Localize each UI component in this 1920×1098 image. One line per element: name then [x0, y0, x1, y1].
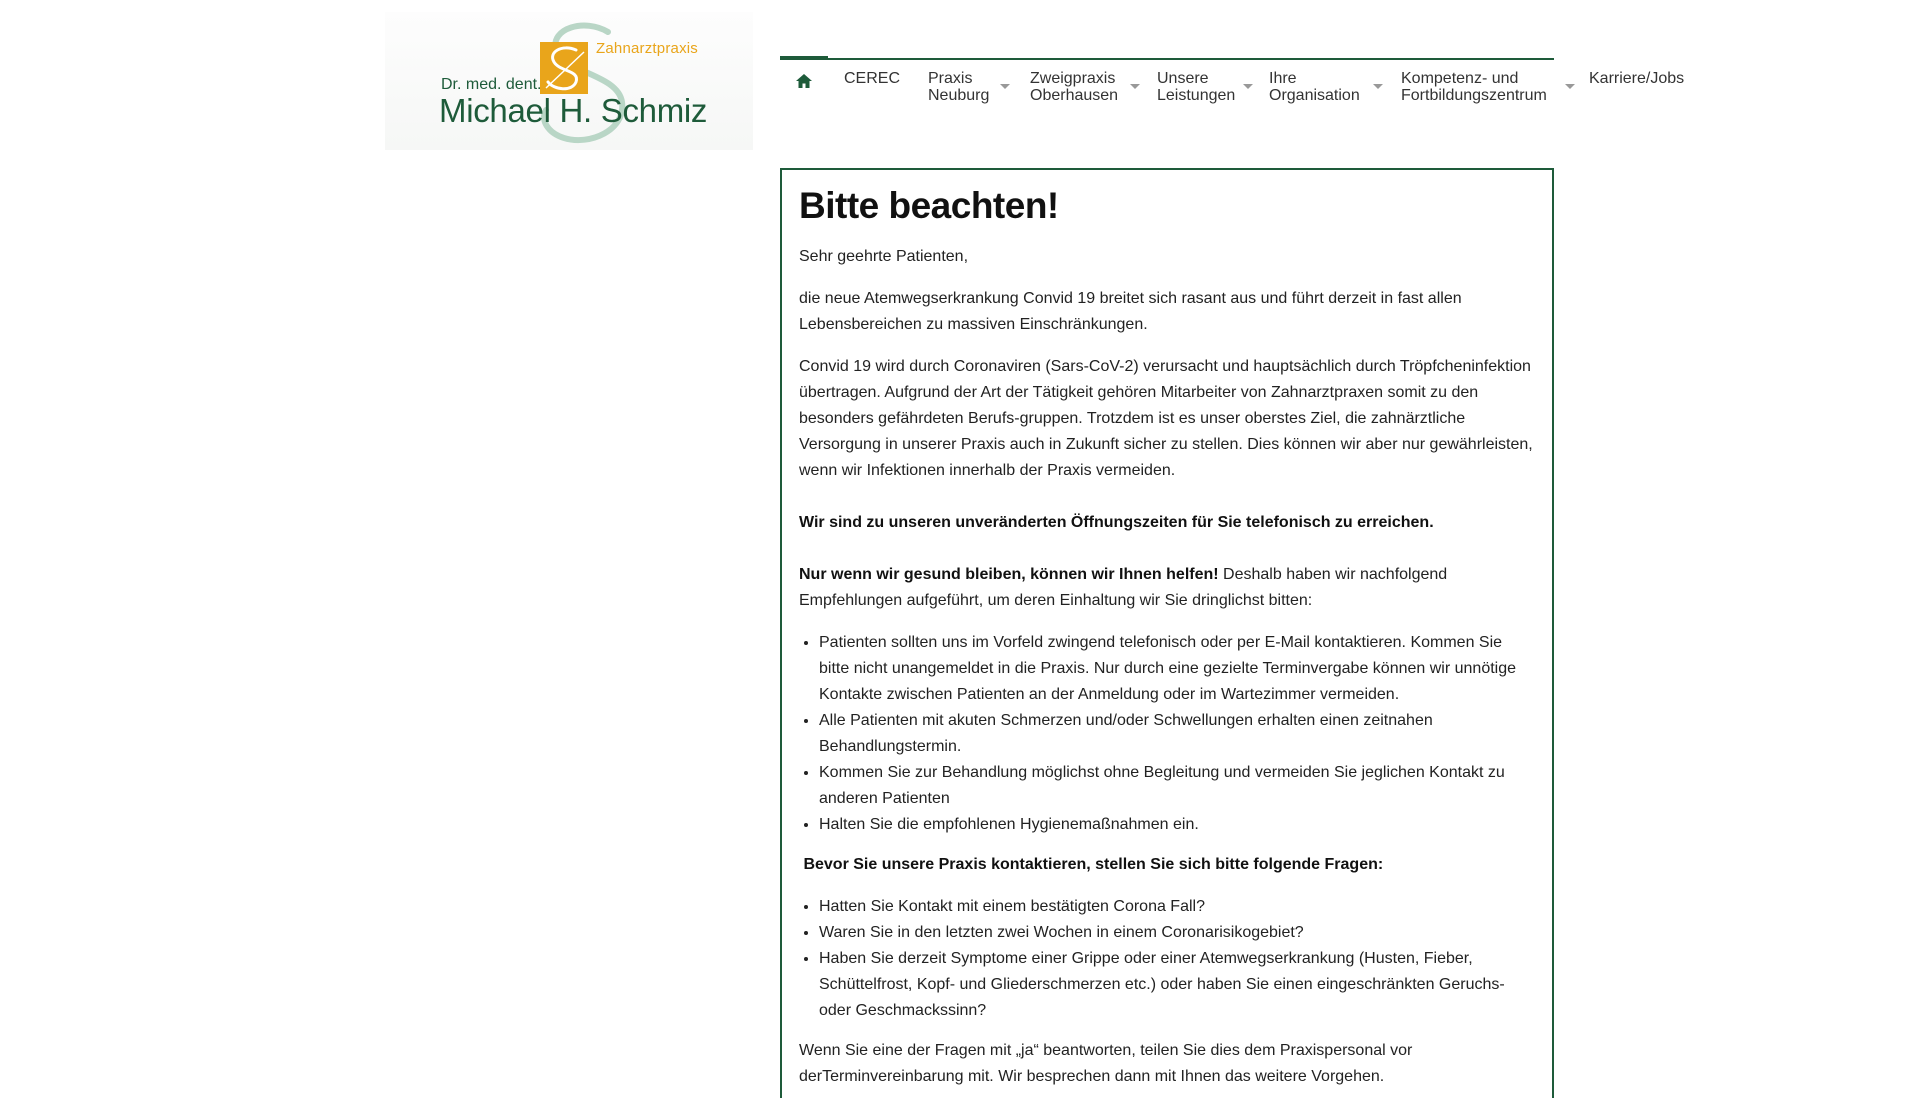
list-item: • Waren Sie in den letzten zwei Wochen in einem Coronarisikogebiet?: [819, 920, 1536, 946]
list-item: • Alle Patienten mit akuten Schmerzen und/oder Schwellungen erhalten einen zeitnahen Behandlungstermin.: [819, 708, 1536, 760]
nav-item-label: Kompetenz- und: [1401, 70, 1519, 87]
notice-paragraph: die neue Atemwegserkrankung Convid 19 breitet sich rasant aus und führt derzeit in fast allen Lebensbereichen zu massiven Einschränkungen.: [799, 290, 1462, 333]
nav-item-label: Fortbildungszentrum: [1401, 87, 1547, 104]
list-item: • Hatten Sie Kontakt mit einem bestätigten Corona Fall?: [819, 894, 1536, 920]
logo-tagline: Zahnarztpraxis: [596, 40, 699, 57]
list-item: • Patienten sollten uns im Vorfeld zwingend telefonisch oder per E-Mail kontaktieren. Kommen Sie bitte nicht unangemeldet in die Praxis. Nur durch eine gezielte Terminvergabe können wir unnötige Kontakte zwischen Patienten an der Anmeldung oder im Wartezimmer vermeiden.: [819, 630, 1536, 708]
notice-box: [780, 168, 1554, 1098]
nav-item-label: Ihre: [1269, 70, 1297, 87]
opening-hours-text: Wir sind zu unseren unveränderten Öffnungszeiten für Sie telefonisch zu erreichen.: [799, 514, 1434, 531]
notice-title: Bitte beachten!: [799, 185, 1059, 226]
logo-mark-icon: [540, 42, 588, 94]
home-icon: [796, 74, 812, 88]
nav-item-ihre-organisation[interactable]: [1269, 70, 1360, 104]
nav-item-praxis-neuburg[interactable]: [928, 70, 989, 104]
nav-item-label: CEREC: [844, 70, 901, 87]
nav-item-karriere-jobs[interactable]: [1589, 70, 1684, 87]
chevron-down-icon[interactable]: [1000, 84, 1010, 89]
questions-heading-text: Bevor Sie unsere Praxis kontaktieren, stellen Sie sich bitte folgende Fragen:: [799, 856, 1384, 873]
questions-list: [799, 894, 1536, 1024]
chevron-down-icon[interactable]: [1130, 84, 1140, 89]
recommendations-list: [799, 630, 1536, 838]
questions-heading: [799, 852, 1536, 878]
site-logo[interactable]: [385, 12, 753, 150]
nav-item-label: Oberhausen: [1030, 87, 1119, 104]
chevron-down-icon[interactable]: [1565, 84, 1575, 89]
recommendations-intro-text: Deshalb haben wir nachfolgend Empfehlungen aufgeführt, um deren Einhaltung wir Sie dringlichst bitten:: [799, 566, 1448, 609]
notice-paragraph: Convid 19 wird durch Coronaviren (Sars-CoV-2) verursacht und hauptsächlich durch Tröpfcheninfektion übertragen. Aufgrund der Art der Tätigkeit gehören Mitarbeiter von Zahnarztpraxen somit zu den besonders gefährdeten Berufs-gruppen. Trotzdem ist es unser oberstes Ziel, die zahnärztliche Versorgung in unserer Praxis auch in Zukunft sicher zu stellen. Dies können wir aber nur gewährleisten, wenn wir Infektionen innerhalb der Praxis vermeiden.: [799, 358, 1533, 479]
nav-item-zweigpraxis-oberhausen[interactable]: [1030, 70, 1118, 104]
nav-home-link[interactable]: [796, 74, 812, 88]
recommendations-intro-bold: Nur wenn wir gesund bleiben, können wir Ihnen helfen!: [799, 566, 1219, 583]
notice-closing: Wenn Sie eine der Fragen mit „ja“ beantworten, teilen Sie dies dem Praxispersonal vor derTerminvereinbarung mit. Wir besprechen dann mit Ihnen das weitere Vorgehen.: [799, 1042, 1413, 1085]
nav-item-label: Zweigpraxis: [1030, 70, 1116, 87]
nav-item-label: Neuburg: [928, 87, 990, 104]
notice-greeting: Sehr geehrte Patienten,: [799, 248, 969, 265]
nav-item-label: Unsere: [1157, 70, 1209, 87]
logo-name: Michael H. Schmiz: [439, 92, 708, 129]
logo-prefix: Dr. med. dent.: [441, 76, 542, 93]
list-item: • Halten Sie die empfohlenen Hygienemaßnahmen ein.: [819, 812, 1536, 838]
nav-item-label: Organisation: [1269, 87, 1360, 104]
nav-item-label: Leistungen: [1157, 87, 1236, 104]
nav-item-unsere-leistungen[interactable]: [1157, 70, 1235, 104]
chevron-down-icon[interactable]: [1373, 84, 1383, 89]
nav-item-label: Karriere/Jobs: [1589, 70, 1685, 87]
recommendations-intro: [799, 562, 1536, 614]
active-tab-indicator: [780, 56, 828, 60]
opening-hours-note: [799, 510, 1536, 536]
list-item: • Haben Sie derzeit Symptome einer Grippe oder einer Atemwegserkrankung (Husten, Fieber, Schüttelfrost, Kopf- und Gliederschmerzen etc.) oder haben Sie einen eingeschränkten Geruchs- oder Geschmackssinn?: [819, 946, 1536, 1024]
nav-item-kompetenz-fortbildungszentrum[interactable]: [1401, 70, 1547, 104]
main-navigation: [780, 58, 1685, 118]
chevron-down-icon[interactable]: [1243, 84, 1253, 89]
list-item: • Kommen Sie zur Behandlung möglichst ohne Begleitung und vermeiden Sie jeglichen Kontakt zu anderen Patienten: [819, 760, 1536, 812]
nav-item-label: Praxis: [928, 70, 973, 87]
nav-item-cerec[interactable]: [844, 70, 900, 87]
